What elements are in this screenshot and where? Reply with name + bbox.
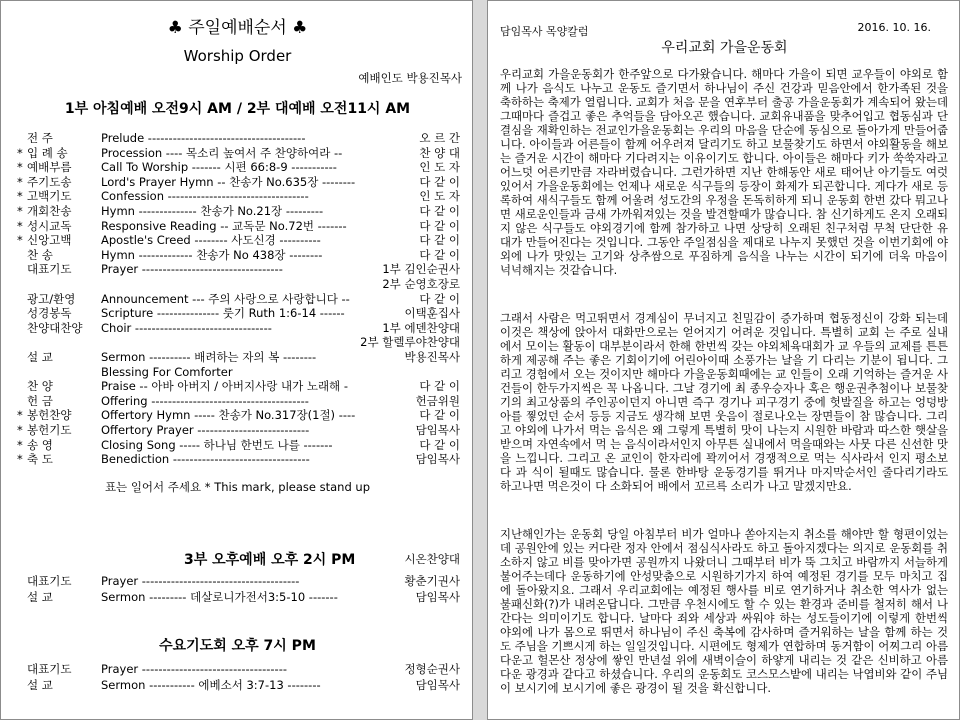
column-paragraph-2 [500,311,948,493]
item-leader: 다 같 이 [419,233,460,248]
column-paragraph-3 [500,527,948,695]
item-korean: 찬 송 [27,247,53,262]
item-korean: 찬 양 [27,379,53,394]
order-row [1,350,473,364]
item-korean: 전 주 [27,131,53,145]
item-korean: 예배부름 [27,160,72,175]
item-korean: 찬양대찬양 [27,320,83,335]
item-detail: Blessing For Comforter [101,364,233,379]
order-row [1,438,473,452]
order-row [1,423,473,437]
paragraph-text: 우리교회 가을운동회가 한주앞으로 다가왔습니다. 해마다 가을이 되면 교우들이 야외로 함께 나가 음식도 나누고 운동도 즐기면서 하나님이 주신 건강과 믿음안에서 한가족된 것을 축하하는 축제가 열립니다. 교회가 처음 문을 연후부터 출공 가을운동회가 계속되어 왔는데 그때마다 즐겁고 좋은 추억들을 담아오곤 했습니다. 교회유내품을 맞추어입고 협동심과 단결심을 재확인하는 전교인가을운동회는 우리의 마음을 단순에 동심으로 돌아가게 만들어줍니다. 아이들과 어른들이 함께 어우러져 달리기도 하고 보물찾기도 하면서 야외활동을 해보는 즐거운 시간이 해마다 기다려지는 이유이기도 합니다. 아이들은 해마다 키가 쑥쑥자라고 어느덧 어른키만큼 자라버렸습니다. 그런가하면 지난 한해동안 새로 태어난 아기들도 여럿 있어서 가을운동회에는 언제나 새로운 식구들의 등장이 화제가 되곤합니다. 게다가 새로 등록하여 새식구들도 함께 어울려 성도간의 우정을 돈독히하게 되니 운동회 한번 갔다 뭐고나면 새로운인들과 금새 가까워져있는 것을 발견할때가 많습니다. 참 신기하게도 온지 오래되지 않은 식구들도 야외경기에 함께 참가하고 나면 상당히 오래된 친구처럼 무척 단단한 유대가 만들어진다는 것입니다. 그동안 주일점심을 제대로 나누지 못했던 것을 이번기회에 야외에 나가 맛있는 고기와 상추쌈으로 푸짐하게 음식을 나누는 시간이 되기에 더욱 마음이 넉넉해지는 것같습니다. [500,67,948,277]
item-leader: 1부 김인순권사 [382,262,460,277]
item-leader: 담임목사 [415,423,460,437]
item-leader: 2부 할렐루야찬양대 [360,335,460,350]
item-detail: Sermon ----------- 에베소서 3:7-13 -------- [101,678,321,692]
item-detail: Offertory Prayer --------------------------- [101,423,310,437]
item-korean: 봉헌기도 [27,423,72,437]
stand-mark: * [17,423,23,437]
order-row [1,160,473,174]
item-detail: Sermon --------- 데살로니가전서3:5-10 ------- [101,590,338,604]
item-detail: Prayer ---------------------------------- [101,262,283,277]
order-row [1,175,473,189]
item-korean: 설 교 [27,678,53,692]
stand-mark: * [17,452,23,467]
worship-order-page [0,0,473,720]
column-title: 우리교회 가을운동회 [661,40,788,56]
item-leader: 다 같 이 [419,174,460,189]
stand-mark: * [17,233,23,248]
item-leader: 헌금위원 [415,393,460,408]
item-detail: Closing Song ----- 하나님 한번도 나를 ------- [101,437,333,452]
worship-leader: 예배인도 박용진목사 [358,71,462,85]
item-leader: 찬 양 대 [419,145,460,160]
order-row [1,452,473,466]
item-detail: Prelude -------------------------------------- [101,131,306,145]
order-row [1,678,473,692]
pastor-column-page [487,0,960,720]
service3-heading: 3부 오후예배 오후 2시 PM [184,552,356,568]
order-row [1,365,473,379]
stand-mark: * [17,145,23,160]
item-korean: 설 교 [27,350,53,364]
item-detail: Procession ---- 목소리 높여서 주 찬양하여라 -- [101,145,343,160]
stand-mark: * [17,160,23,175]
item-detail: Responsive Reading -- 교독문 No.72번 ------- [101,218,347,233]
item-korean: 축 도 [27,452,53,467]
item-detail: Benediction --------------------------------- [101,452,310,467]
item-detail: Sermon ---------- 배려하는 자의 복 -------- [101,350,317,364]
order-row [1,306,473,320]
item-leader: 다 같 이 [419,291,460,306]
order-row [1,204,473,218]
wednesday-heading: 수요기도회 오후 7시 PM [159,638,316,654]
item-detail: Scripture --------------- 룻기 Ruth 1:6-14 ------ [101,306,345,321]
order-row [1,233,473,247]
item-korean: 신앙고백 [27,233,72,248]
item-leader: 다 같 이 [419,379,460,394]
order-row [1,379,473,393]
item-korean: 설 교 [27,590,53,604]
order-row [1,277,473,291]
item-detail: Choir --------------------------------- [101,320,272,335]
item-korean: 광고/환영 [27,291,76,306]
item-leader: 다 같 이 [419,437,460,452]
column-paragraph-1 [500,67,948,277]
item-korean: 주기도송 [27,174,72,189]
item-korean: 대표기도 [27,662,72,676]
item-korean: 개회찬송 [27,204,72,218]
column-label: 담임목사 목양칼럼 [500,25,589,38]
item-leader: 다 같 이 [419,218,460,233]
order-row [1,394,473,408]
stand-mark: * [17,204,23,218]
item-detail: Offertory Hymn ----- 찬송가 No.317장(1절) ---- [101,408,356,423]
item-korean: 고백기도 [27,189,72,204]
item-leader: 담임목사 [415,452,460,467]
paragraph-text: 지난해인가는 운동회 당일 아침부터 비가 얼마나 쏟아지는지 취소를 해야만 할 형편이었는데 공원안에 있는 커다란 정자 안에서 점심식사라도 하고 돌아지겠다는 의지로 운동회를 취소하지 않고 비를 맞아가면 공원까지 나왔더니 그때부터 비가 뚝 그치고 바람까지 서늘하게 불어주는데다 운동하기에 안성맞춤으로 시원하기가지 하여 예정된 경기를 모두 마치고 집에 돌아왔지요. 그래서 우리교회에는 예정된 행사를 비로 연기하거나 취소한 역사가 없는 불패신화(?)가 내려온답니다. 그만큼 우천시에도 할 수 있는 환경과 준비를 철저히 해서 나간다는 의미이기도 합니다. 날마다 죄와 세상과 싸워야 하는 성도들이기에 이렇게 한번씩 야외에 나가 몸으로 뛰면서 하나님이 주신 축복에 감사하며 즐거워하는 날을 함께 하는 것도 주님을 기쁘시게 하는 일일것입니다. 시편에도 형제가 연합하며 동거함이 어찌그리 아름다운고 헐몬산 정상에 쌓인 만년설 위에 새벽이슬이 하얗게 내리는 것 같은 신비하고 아름다운 광경과 같다고 하셨습니다. 우리의 운동회도 코스모스밭에 내리는 낙엽비와 같이 주님이 보시기에 보시기에 좋은 광경이 될 것을 확신합니다. [500,527,948,695]
column-date: 2016. 10. 16. [857,21,931,34]
item-korean: 성시교독 [27,218,72,233]
item-leader: 이택훈집사 [404,306,460,321]
item-detail: Hymn -------------- 찬송가 No.21장 --------- [101,204,324,218]
item-detail: Call To Worship ------- 시편 66:8-9 ----------- [101,160,337,175]
stand-note: 표는 일어서 주세요 * This mark, please stand up [104,480,371,494]
page-title: ♣ 주일예배순서 ♣ [167,18,308,38]
item-detail: Confession ---------------------------------- [101,189,309,204]
service1-heading: 1부 아침예배 오전9시 AM / 2부 대예배 오전11시 AM [64,101,411,117]
item-detail: Lord's Prayer Hymn -- 찬송가 No.635장 -------- [101,174,356,189]
item-korean: 봉헌찬양 [27,408,72,423]
order-row [1,321,473,335]
subtitle: Worship Order [183,47,292,65]
item-leader: 다 같 이 [419,408,460,423]
order-row [1,262,473,276]
order-row [1,146,473,160]
item-leader: 2부 순영호장로 [382,277,460,291]
item-detail: Prayer ----------------------------------- [101,662,288,676]
stand-mark: * [17,174,23,189]
item-korean: 대표기도 [27,574,72,588]
stand-mark: * [17,408,23,423]
item-korean: 송 영 [27,437,53,452]
item-detail: Announcement --- 주의 사랑으로 사랑합니다 -- [101,291,350,306]
item-leader: 다 같 이 [419,247,460,262]
order-row [1,219,473,233]
item-detail: Offering -------------------------------------- [101,393,309,408]
item-korean: 성경봉독 [27,306,72,321]
paragraph-text: 그래서 사람은 먹고뛰면서 경계심이 무너지고 친밀감이 증가하며 협동정신이 강화 되는데 이것은 책상에 앉아서 대화만으로는 얻어지기 어려운 것입니다. 특별히 교회 는 주로 실내에서 모이는 활동이 대부분이라서 한해 한번씩 갖는 야외체육대회가 교 우들의 교제를 튼튼하게 제공해 주는 좋은 기회이기에 어린아이때 소풍가는 날을 기 다리는 기분이 됩니다. 그리고 경험에서 오는 것이지만 해마다 가을운동회때에는 교 인들이 오래 기억하는 즐거운 사건들이 한두가지씩은 꼭 나옵니다. 그날 경기에 최 종우승자나 혹은 행운권추첨이나 보물찾기의 최고상품의 주인공이던지 아니면 즉구 경기나 피구경기 중에 헛발질을 하고는 엉덩방아를 찧었던 순서 등등 지금도 생각해 보면 웃음이 절로나오는 장면들이 참 많습니다. 그리고 야외에 나가서 먹는 음식은 왜 그렇게 특별히 맛이 나는지 시원한 바람과 따스한 햇살을 받으며 자연속에서 먹 는 음식이라서인지 아무튼 실내에서 먹을때와는 사뭇 다른 신선한 맛을 느낍니다. 그리고 온 교인이 한자리에 꽉끼어서 경쟁적으로 먹는 식사라서 인지 평소보다 과 식이 될때도 많습니다. 물론 한바탕 운동경기를 뛰거나 마지막순서인 줄다리기라도 하고나면 먹은것이 다 소화되어 배에서 꼬르륵 소리가 나고 말겠지만요. [500,311,948,493]
item-detail: Prayer -------------------------------------- [101,574,300,588]
item-leader: 1부 에덴찬양대 [382,320,460,335]
order-row [1,574,473,588]
item-leader: 정형순권사 [404,662,460,676]
item-detail: Apostle's Creed -------- 사도신경 ---------- [101,233,321,248]
order-row [1,662,473,676]
order-row [1,590,473,604]
item-leader: 오 르 간 [419,131,460,145]
item-detail: Praise -- 아바 아버지 / 아버지사랑 내가 노래해 - [101,379,348,394]
order-row [1,248,473,262]
stand-mark: * [17,218,23,233]
item-leader: 담임목사 [415,590,460,604]
item-leader: 황춘기권사 [404,574,460,588]
stand-mark: * [17,437,23,452]
item-leader: 인 도 자 [419,160,460,175]
order-row [1,292,473,306]
item-leader: 박용진목사 [404,350,460,364]
item-korean: 헌 금 [27,393,53,408]
order-row [1,189,473,203]
item-korean: 대표기도 [27,262,72,277]
order-row [1,408,473,422]
item-korean: 입 례 송 [27,145,68,160]
item-leader: 담임목사 [415,678,460,692]
item-leader: 다 같 이 [419,204,460,218]
item-detail: Hymn ------------- 찬송가 No 438장 -------- [101,247,323,262]
service3-choir: 시온찬양대 [404,552,460,566]
stand-mark: * [17,189,23,204]
item-leader: 인 도 자 [419,189,460,204]
order-row [1,131,473,145]
order-row [1,335,473,349]
